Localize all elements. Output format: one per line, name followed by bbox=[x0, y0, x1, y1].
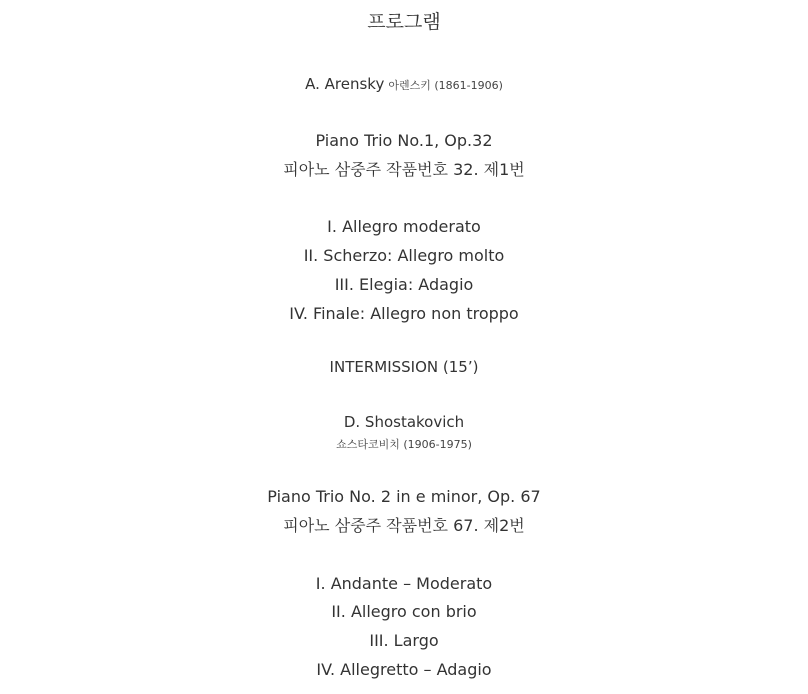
movement-item: IV. Allegretto – Adagio bbox=[316, 660, 492, 679]
work-title-korean: 피아노 삼중주 작품번호 32. 제1번 bbox=[283, 160, 525, 179]
movement-item: I. Andante – Moderato bbox=[315, 574, 493, 593]
page-title: 프로그램 bbox=[367, 11, 441, 33]
movement-item: III. Largo bbox=[369, 631, 439, 650]
movement-item: I. Allegro moderato bbox=[327, 217, 481, 236]
movement-item: II. Allegro con brio bbox=[331, 602, 477, 621]
work-title: Piano Trio No.1, Op.32 bbox=[315, 131, 493, 150]
movement-item: IV. Finale: Allegro non troppo bbox=[289, 304, 519, 323]
composer-name: A. Arensky bbox=[305, 75, 385, 93]
composer-korean-name: 쇼스타코비치 (1906-1975) bbox=[336, 438, 472, 451]
work-title-korean: 피아노 삼중주 작품번호 67. 제2번 bbox=[283, 516, 525, 535]
movement-item: II. Scherzo: Allegro molto bbox=[303, 246, 505, 265]
composer-arensky bbox=[0, 77, 808, 92]
composer-korean-name: 아렌스키 (1861-1906) bbox=[388, 79, 503, 92]
composer-shostakovich: D. Shostakovich bbox=[343, 413, 465, 431]
movement-item: III. Elegia: Adagio bbox=[334, 275, 474, 294]
intermission-label: INTERMISSION (15’) bbox=[329, 358, 479, 376]
work-title: Piano Trio No. 2 in e minor, Op. 67 bbox=[267, 487, 541, 506]
